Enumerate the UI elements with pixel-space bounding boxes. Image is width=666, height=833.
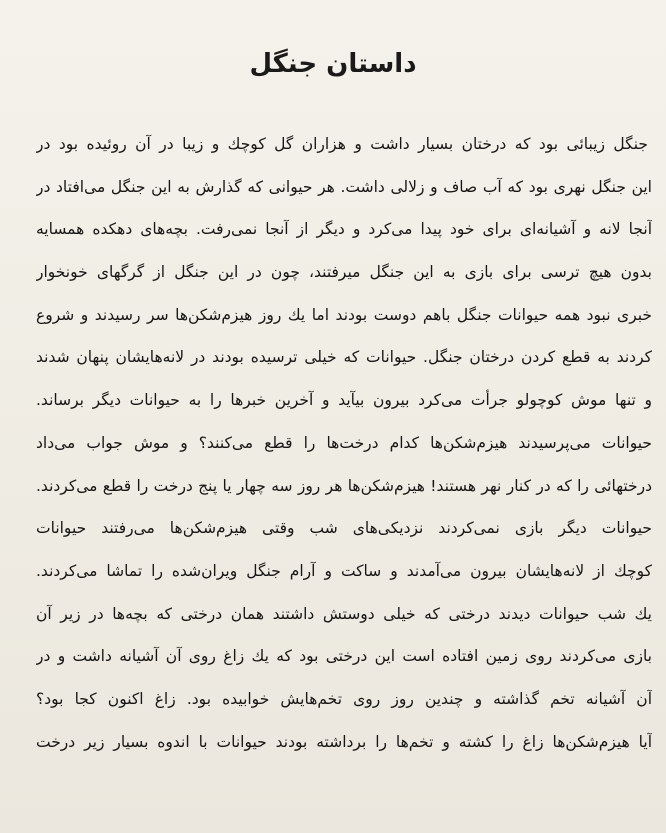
text-line-8: حیوانات می‌پرسیدند هیزم‌شکن‌ها کدام درخت‌ها را قطع می‌کنند؟ و موش جواب می‌داد: [36, 433, 652, 452]
text-line-6: کردند به قطع کردن درختان جنگل. حیوانات که خیلی ترسیده بودند در لانه‌هایشان پنهان شدند: [36, 348, 652, 367]
text-line-13: بازی می‌کردند روی زمین افتاده است این درختی بود که یك زاغ روی آن آشیانه داشت و در: [36, 647, 652, 666]
text-line-5: خبری نبود همه حیوانات جنگل باهم دوست بودند اما یك روز هیزم‌شکن‌ها سر رسیدند و شروع: [36, 305, 652, 324]
text-line-15: آیا هیزم‌شکن‌ها زاغ را کشته و تخم‌ها را برداشته بودند حیوانات با اندوه بسیار زیر درخت: [36, 732, 652, 751]
text-line-12: یك شب حیوانات دیدند درختی که خیلی دوستش داشتند همان درختی که بچه‌ها در زیر آن: [36, 604, 652, 623]
story-body: [36, 128, 652, 768]
text-line-7: و تنها موش کوچولو جرأت می‌کرد بیرون بیآید و آخرین خبرها را به حیوانات دیگر برساند.: [36, 391, 652, 410]
text-line-4: بدون هیچ ترسی برای بازی به این جنگل میرفتند، چون در این جنگل از گرگهای خونخوار: [36, 263, 652, 282]
text-line-11: کوچك از لانه‌هایشان بیرون می‌آمدند و ساکت و آرام جنگل ویران‌شده را تماشا می‌کردند.: [36, 561, 652, 580]
text-line-1: جنگل زیبائی بود که درختان بسیار داشت و هزاران گل کوچك و زیبا در آن روئیده بود در: [36, 135, 648, 153]
text-line-14: آن آشیانه تخم گذاشته و چندین روز روی تخم‌هایش خوابیده بود. زاغ اکنون کجا بود؟: [36, 689, 652, 708]
text-line-10: حیوانات دیگر بازی نمی‌کردند نزدیکی‌های شب وقتی هیزم‌شکن‌ها می‌رفتند حیوانات: [36, 519, 652, 538]
page-title: داستان جنگل: [249, 49, 417, 79]
text-line-2: این جنگل نهری بود که آب صاف و زلالی داشت. هر حیوانی که گذارش به این جنگل می‌افتاد در: [36, 177, 652, 196]
text-line-9: درختهائی را که در کنار نهر هستند! هیزم‌شکن‌ها هر روز سه چهار یا پنج درخت را قطع می‌کردند.: [36, 476, 652, 495]
text-line-3: آنجا لانه و آشیانه‌ای برای خود پیدا می‌کرد و دیگر از آنجا نمی‌رفت. بچه‌های دهکده همسایه: [36, 220, 652, 239]
